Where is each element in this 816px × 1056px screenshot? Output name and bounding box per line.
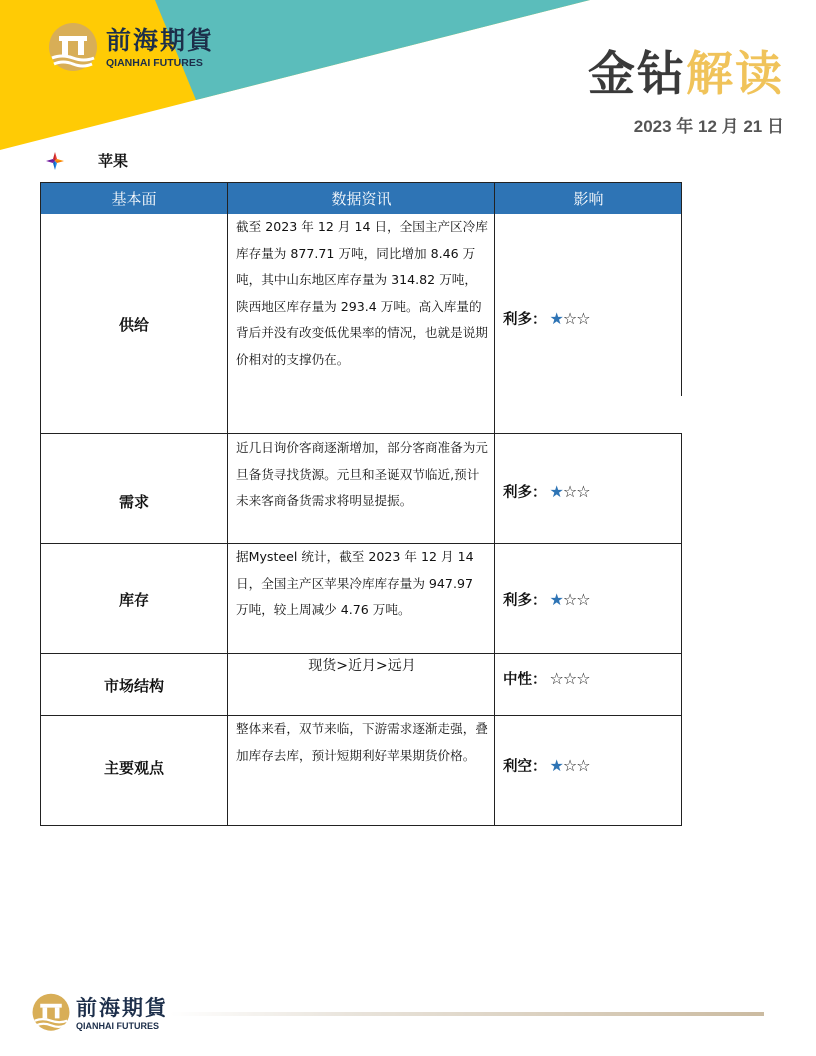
star-filled-icon: ★	[549, 308, 563, 328]
brand-name-cn: 前海期貨	[76, 994, 168, 1020]
table-border	[227, 182, 228, 826]
row-impact-main-view	[495, 716, 682, 814]
star-empty-icon: ☆	[549, 668, 563, 688]
row-impact-supply	[495, 214, 682, 422]
star-empty-icon: ☆	[562, 668, 577, 688]
row-label-supply: 供给	[118, 315, 149, 334]
rating-stars-icon	[550, 482, 590, 501]
report-date: 2023 年 12 月 21 日	[633, 117, 784, 136]
row-impact-market-structure	[495, 654, 682, 702]
table-border	[40, 182, 41, 826]
row-label-main-view: 主要观点	[103, 758, 164, 777]
header-fundamentals: 基本面	[40, 182, 228, 214]
star-empty-icon: ☆	[576, 589, 590, 609]
rating-stars-icon	[550, 756, 590, 775]
table-border	[681, 434, 682, 826]
row-impact-demand	[495, 434, 682, 544]
row-info-demand: 近几日询价客商逐渐增加，部分客商准备为元旦备货寻找货源。元旦和圣诞双节临近,预计未来客商备货需求将明显提振。	[236, 440, 488, 508]
table-border	[40, 653, 682, 654]
row-label-demand: 需求	[118, 492, 149, 511]
star-filled-icon: ★	[549, 589, 563, 609]
star-empty-icon: ☆	[562, 755, 577, 775]
row-info-market-structure: 现货>近月>远月	[308, 658, 416, 674]
table-border	[40, 825, 682, 826]
impact-label: 中性：	[503, 671, 547, 688]
row-info-inventory: 据Mysteel 统计，截至 2023 年 12 月 14 日，全国主产区苹果冷库库存量为 947.97 万吨，较上周减少 4.76 万吨。	[236, 549, 478, 617]
row-label-market-structure: 市场结构	[103, 676, 164, 695]
star-filled-icon: ★	[549, 755, 563, 775]
star-filled-icon: ★	[549, 481, 563, 501]
star-empty-icon: ☆	[576, 308, 590, 328]
logo-icon	[46, 22, 100, 74]
four-point-star-bullet-icon	[46, 152, 64, 170]
header-data-info: 数据资讯	[228, 182, 495, 214]
impact-label: 利多：	[503, 484, 547, 501]
impact-label: 利多：	[503, 311, 547, 328]
header-impact: 影响	[495, 182, 682, 214]
star-empty-icon: ☆	[562, 589, 577, 609]
table-border	[40, 182, 682, 183]
star-empty-icon: ☆	[576, 755, 590, 775]
row-info-main-view: 整体来看，双节来临，下游需求逐渐走强，叠加库存去库，预计短期利好苹果期货价格。	[236, 721, 488, 763]
table-border	[494, 182, 495, 826]
footer-brand-logo	[30, 993, 168, 1033]
report-title-part2: 解读	[686, 47, 784, 102]
impact-label: 利多：	[503, 592, 547, 609]
report-title	[588, 44, 784, 106]
brand-logo	[46, 22, 214, 74]
row-info-supply: 截至 2023 年 12 月 14 日，全国主产区冷库库存量为 877.71 万吨，同比增加 8.46 万吨，其中山东地区库存量为 314.82 万吨，陕西地区库存量为 293.4 万吨。高入库量的背后并没有改变低优果率的情况，也就是说期价相对的支撑仍在。	[236, 219, 488, 367]
footer-divider	[170, 1012, 764, 1016]
fundamentals-table	[40, 182, 682, 826]
star-empty-icon: ☆	[576, 481, 590, 501]
rating-stars-icon	[550, 669, 590, 688]
star-empty-icon: ☆	[562, 308, 577, 328]
rating-stars-icon	[550, 309, 590, 328]
section-title: 苹果	[98, 152, 129, 170]
brand-name-en: QIANHAI FUTURES	[106, 57, 203, 69]
brand-name-en: QIANHAI FUTURES	[76, 1020, 159, 1031]
table-border	[40, 715, 682, 716]
table-border	[40, 543, 682, 544]
star-empty-icon: ☆	[576, 668, 590, 688]
row-label-inventory: 库存	[118, 590, 149, 609]
section-heading	[46, 150, 128, 171]
rating-stars-icon	[550, 590, 590, 609]
table-border	[681, 182, 682, 396]
impact-label: 利空：	[503, 758, 547, 775]
brand-name-cn: 前海期貨	[106, 26, 215, 55]
star-empty-icon: ☆	[562, 481, 577, 501]
table-border	[40, 433, 682, 434]
row-impact-inventory	[495, 544, 682, 654]
logo-icon	[30, 993, 72, 1033]
report-title-part1: 金钻	[588, 47, 686, 102]
